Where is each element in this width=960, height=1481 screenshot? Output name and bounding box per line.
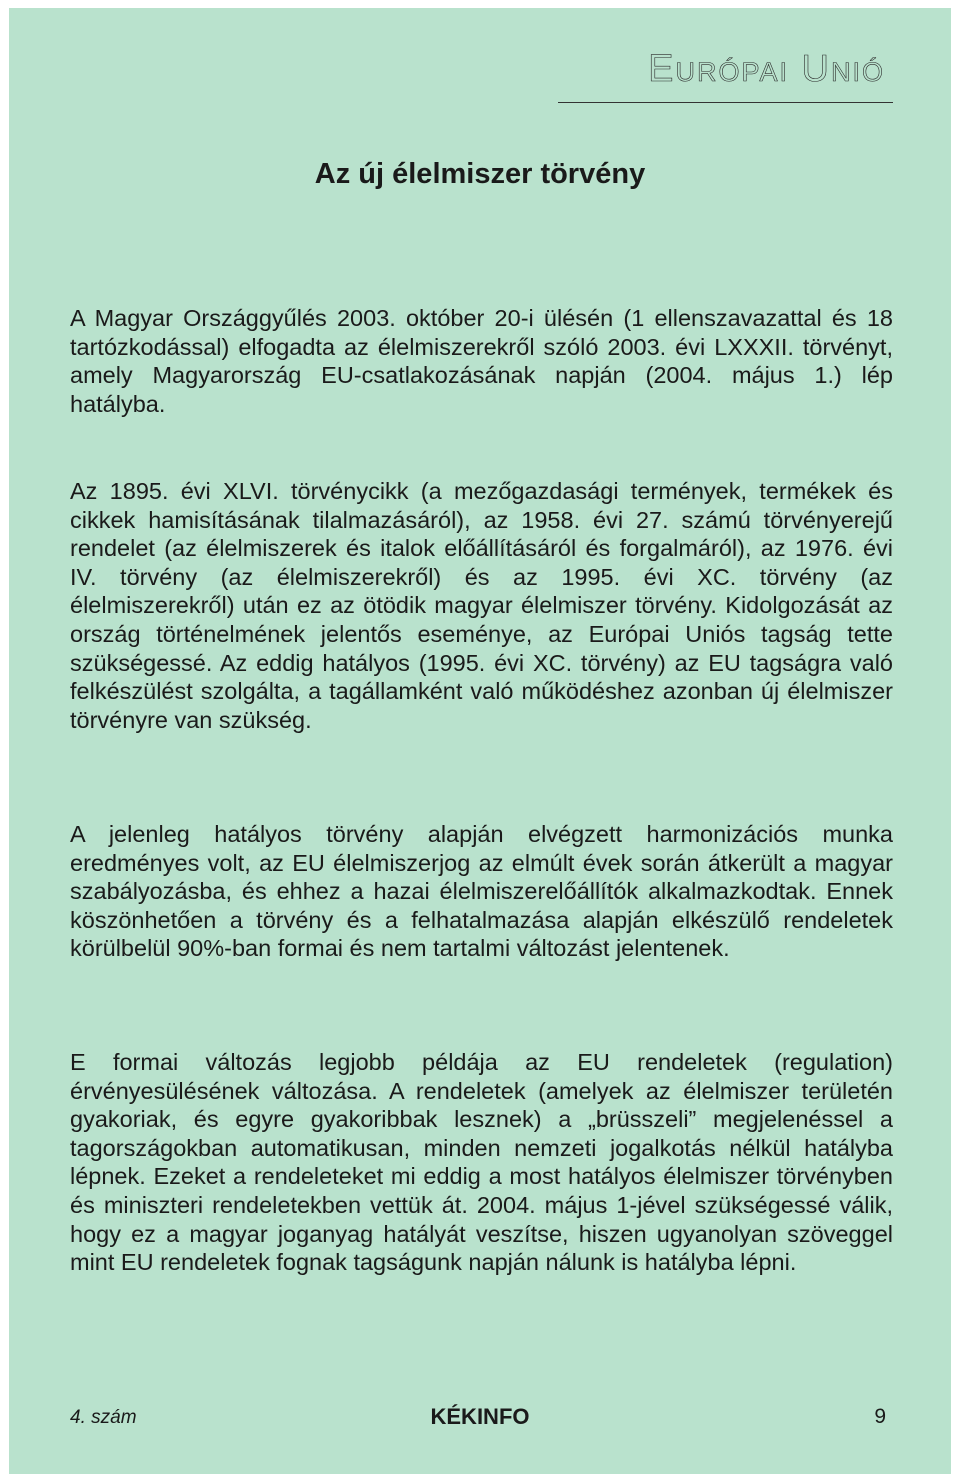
page: [9, 8, 951, 1474]
section-header: Európai Unió: [648, 48, 885, 90]
footer-publication: KÉKINFO: [430, 1404, 530, 1429]
article-title: Az új élelmiszer törvény: [314, 158, 646, 190]
paragraph-3: A jelenleg hatályos törvény alapján elvégzett harmonizációs munka eredményes volt, az EU élelmiszerjog az elmúlt évek során átkerült a magyar szabályozásba, és ehhez a hazai élelmiszerelőállítók alkalmazkodtak. Ennek köszönhetően a törvény és a felhatalmazása alapján elkészülő rendeletek körülbelül 90%-ban formai és nem tartalmi változást jelentenek.: [70, 821, 893, 962]
paragraph-1: A Magyar Országgyűlés 2003. október 20-i ülésén (1 ellenszavazattal és 18 tartózkodással) elfogadta az élelmiszerekről szóló 2003. évi LXXXII. törvényt, amely Magyarország EU-csatlakozásának napján (2004. május 1.) lép hatályba.: [70, 305, 893, 417]
footer-issue: 4. szám: [70, 1407, 137, 1428]
header-rule: [558, 102, 893, 103]
paragraph-4: E formai változás legjobb példája az EU rendeletek (regulation) érvényesülésének változása. A rendeletek (amelyek az élelmiszer területén gyakoriak, és egyre gyakoribbak lesznek) a „brüsszeli” megjelenéssel a tagországokban automatikusan, minden nemzeti jogalkotás nélkül hatályba lépnek. Ezeket a rendeleteket mi eddig a most hatályos élelmiszer törvényben és miniszteri rendeletekben vettük át. 2004. május 1-jével szükségessé válik, hogy ez a magyar joganyag hatályát veszítse, hiszen ugyanolyan szöveggel mint EU rendeletek fognak tagságunk napján nálunk is hatályba lépni.: [70, 1049, 893, 1276]
footer-page-number: 9: [874, 1405, 886, 1428]
paragraph-2: Az 1895. évi XLVI. törvénycikk (a mezőgazdasági termények, termékek és cikkek hamisításának tilalmazásáról), az 1958. évi 27. számú törvényerejű rendelet (az élelmiszerek és italok előállításáról és forgalmáról), az 1976. évi IV. törvény (az élelmiszerekről) és az 1995. évi XC. törvény (az élelmiszerekről) után ez az ötödik magyar élelmiszer törvény. Kidolgozását az ország történelmének jelentős eseménye, az Európai Uniós tagság tette szükségessé. Az eddig hatályos (1995. évi XC. törvény) az EU tagságra való felkészülést szolgálta, a tagállamként való működéshez azonban új élelmiszer törvényre van szükség.: [70, 478, 893, 733]
